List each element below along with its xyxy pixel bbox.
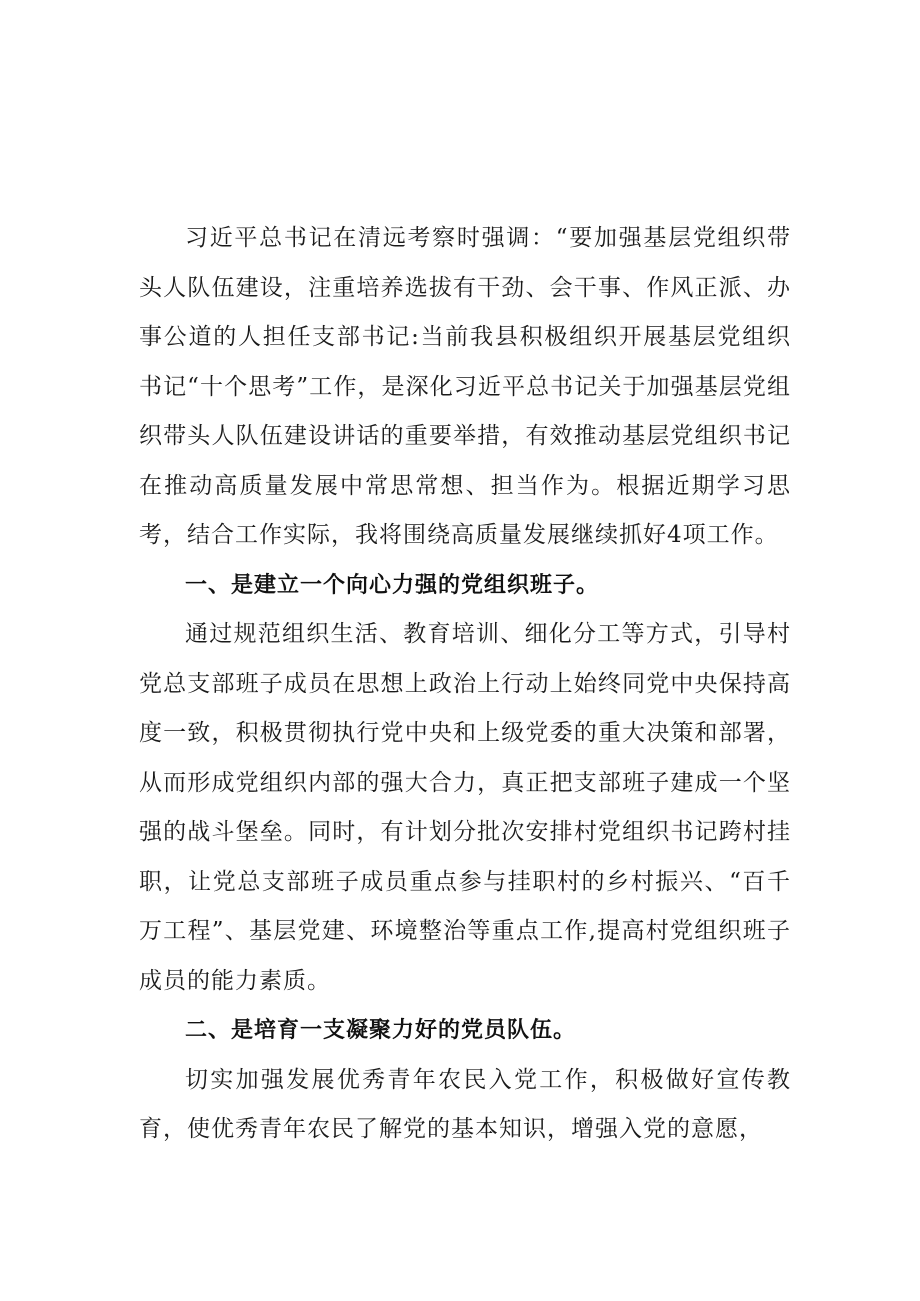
section-1-paragraph: 通过规范组织生活、教育培训、细化分工等方式，引导村党总支部班子成员在思想上政治上行动上始终同党中央保持高度一致，积极贯彻执行党中央和上级党委的重大决策和部署，从而形成党组织内部的强大合力，真正把支部班子建成一个坚强的战斗堡垒。同时，有计划分批次安排村党组织书记跨村挂职，让党总支部班子成员重点参与挂职村的乡村振兴、“百千万工程”、基层党建、环境整治等重点工作,提高村党组织班子成员的能力素质。 bbox=[139, 621, 791, 994]
section-heading-1: 一、是建立一个向心力强的党组织班子。 bbox=[185, 572, 600, 598]
section-heading-2: 二、是培育一支凝聚力好的党员队伍。 bbox=[185, 1018, 577, 1043]
intro-paragraph: 习近平总书记在清远考察时强调：“要加强基层党组织带头人队伍建设，注重培养选拔有干劲、会干事、作风正派、办事公道的人担任支部书记:当前我县积极组织开展基层党组织书记“十个思考”工作，是深化习近平总书记关于加强基层党组织带头人队伍建设讲话的重要举措，有效推动基层党组织书记在推动高质量发展中常思常想、担当作为。根据近期学习思考，结合工作实际，我将围绕高质量发展继续抓好4项工作。 bbox=[139, 225, 791, 548]
document-body bbox=[139, 214, 791, 1155]
section-2-paragraph: 切实加强发展优秀青年农民入党工作，积极做好宣传教育，使优秀青年农民了解党的基本知识，增强入党的意愿， bbox=[139, 1066, 791, 1142]
